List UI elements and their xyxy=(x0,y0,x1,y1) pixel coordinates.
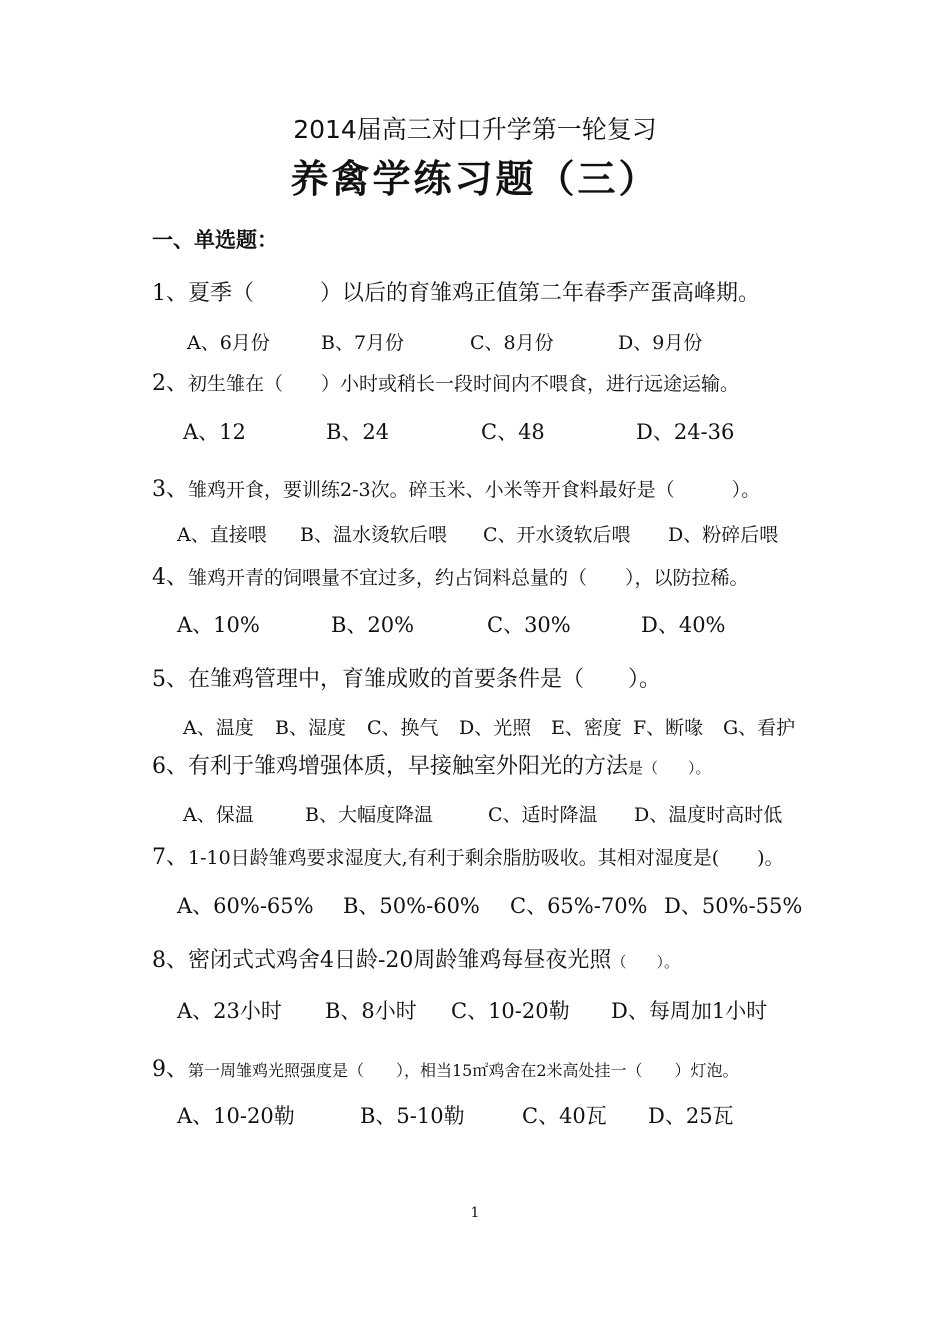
question-number: 2、 xyxy=(152,371,188,396)
option-b: B、24 xyxy=(326,420,390,444)
option-g: G、看护 xyxy=(723,717,796,739)
option-a: A、10% xyxy=(177,613,260,637)
option-a: A、10-20勒 xyxy=(177,1104,295,1128)
question-3 xyxy=(152,472,760,503)
question-8 xyxy=(152,943,679,974)
question-number: 7、 xyxy=(152,845,188,870)
option-a: A、保温 xyxy=(183,804,254,826)
question-number: 4、 xyxy=(152,565,188,590)
question-text: 第一周雏鸡光照强度是（ ），相当15㎡鸡舍在2米高处挂一（ ）灯泡。 xyxy=(188,1061,739,1080)
option-a: A、6月份 xyxy=(187,332,270,354)
question-text: 雏鸡开食，要训练2-3次。碎玉米、小米等开食料最好是（ ）。 xyxy=(188,479,761,501)
option-c: C、48 xyxy=(481,420,545,444)
question-text: 1-10日龄雏鸡要求湿度大,有利于剩余脂肪吸收。其相对湿度是( )。 xyxy=(188,847,784,869)
question-text: 雏鸡开青的饲喂量不宜过多，约占饲料总量的（ ），以防拉稀。 xyxy=(188,567,749,589)
question-tail: （ ）。 xyxy=(611,953,679,971)
question-tail: 是（ ）。 xyxy=(628,759,711,777)
document-title: 养禽学练习题（三） xyxy=(290,157,660,201)
page-number: 1 xyxy=(470,1205,480,1221)
question-1 xyxy=(152,276,760,307)
option-b: B、8小时 xyxy=(325,999,417,1023)
option-d: D、40% xyxy=(641,613,726,637)
option-b: B、50%-60% xyxy=(343,894,480,918)
question-7 xyxy=(152,840,784,871)
option-b: B、湿度 xyxy=(275,717,346,739)
option-c: C、8月份 xyxy=(470,332,554,354)
question-number: 8、 xyxy=(152,948,188,973)
option-c: C、30% xyxy=(487,613,571,637)
question-number: 1、 xyxy=(152,281,188,306)
option-a: A、12 xyxy=(183,420,246,444)
option-c: C、适时降温 xyxy=(488,804,598,826)
option-d: D、9月份 xyxy=(618,332,703,354)
document-subtitle: 2014届高三对口升学第一轮复习 xyxy=(293,115,657,144)
question-text: 夏季（ ）以后的育雏鸡正值第二年春季产蛋高峰期。 xyxy=(188,281,761,306)
option-b: B、大幅度降温 xyxy=(305,804,433,826)
option-d: D、粉碎后喂 xyxy=(668,524,779,546)
option-b: B、20% xyxy=(331,613,415,637)
option-d: D、温度时高时低 xyxy=(634,804,783,826)
question-5 xyxy=(152,662,661,693)
question-number: 3、 xyxy=(152,477,188,502)
option-b: B、7月份 xyxy=(321,332,405,354)
question-text: 密闭式式鸡舍4日龄-20周龄雏鸡每昼夜光照 xyxy=(188,948,612,973)
option-c: C、开水烫软后喂 xyxy=(483,524,631,546)
question-text: 有利于雏鸡增强体质，早接触室外阳光的方法 xyxy=(188,754,629,779)
option-c: C、10-20勒 xyxy=(451,999,570,1023)
option-c: C、换气 xyxy=(367,717,439,739)
option-c: C、65%-70% xyxy=(510,894,648,918)
option-e: E、密度 xyxy=(551,717,622,739)
question-9 xyxy=(152,1052,739,1083)
option-a: A、温度 xyxy=(183,717,254,739)
option-d: D、24-36 xyxy=(636,420,735,444)
question-4 xyxy=(152,560,749,591)
question-6 xyxy=(152,749,711,780)
option-b: B、温水烫软后喂 xyxy=(300,524,447,546)
option-b: B、5-10勒 xyxy=(360,1104,465,1128)
question-number: 5、 xyxy=(152,667,188,692)
question-text: 初生雏在（ ）小时或稍长一段时间内不喂食，进行远途运输。 xyxy=(188,373,740,395)
option-d: D、25瓦 xyxy=(648,1104,734,1128)
option-a: A、23小时 xyxy=(177,999,282,1023)
question-2 xyxy=(152,366,739,397)
section-heading: 一、单选题： xyxy=(152,228,278,252)
option-a: A、直接喂 xyxy=(177,524,267,546)
option-a: A、60%-65% xyxy=(177,894,314,918)
option-c: C、40瓦 xyxy=(522,1104,607,1128)
question-number: 6、 xyxy=(152,754,188,779)
option-d: D、50%-55% xyxy=(664,894,803,918)
option-d: D、每周加1小时 xyxy=(611,999,768,1023)
option-f: F、断喙 xyxy=(633,717,704,739)
question-text: 在雏鸡管理中，育雏成败的首要条件是（ ）。 xyxy=(188,667,662,692)
question-number: 9、 xyxy=(152,1057,188,1082)
option-d: D、光照 xyxy=(459,717,532,739)
